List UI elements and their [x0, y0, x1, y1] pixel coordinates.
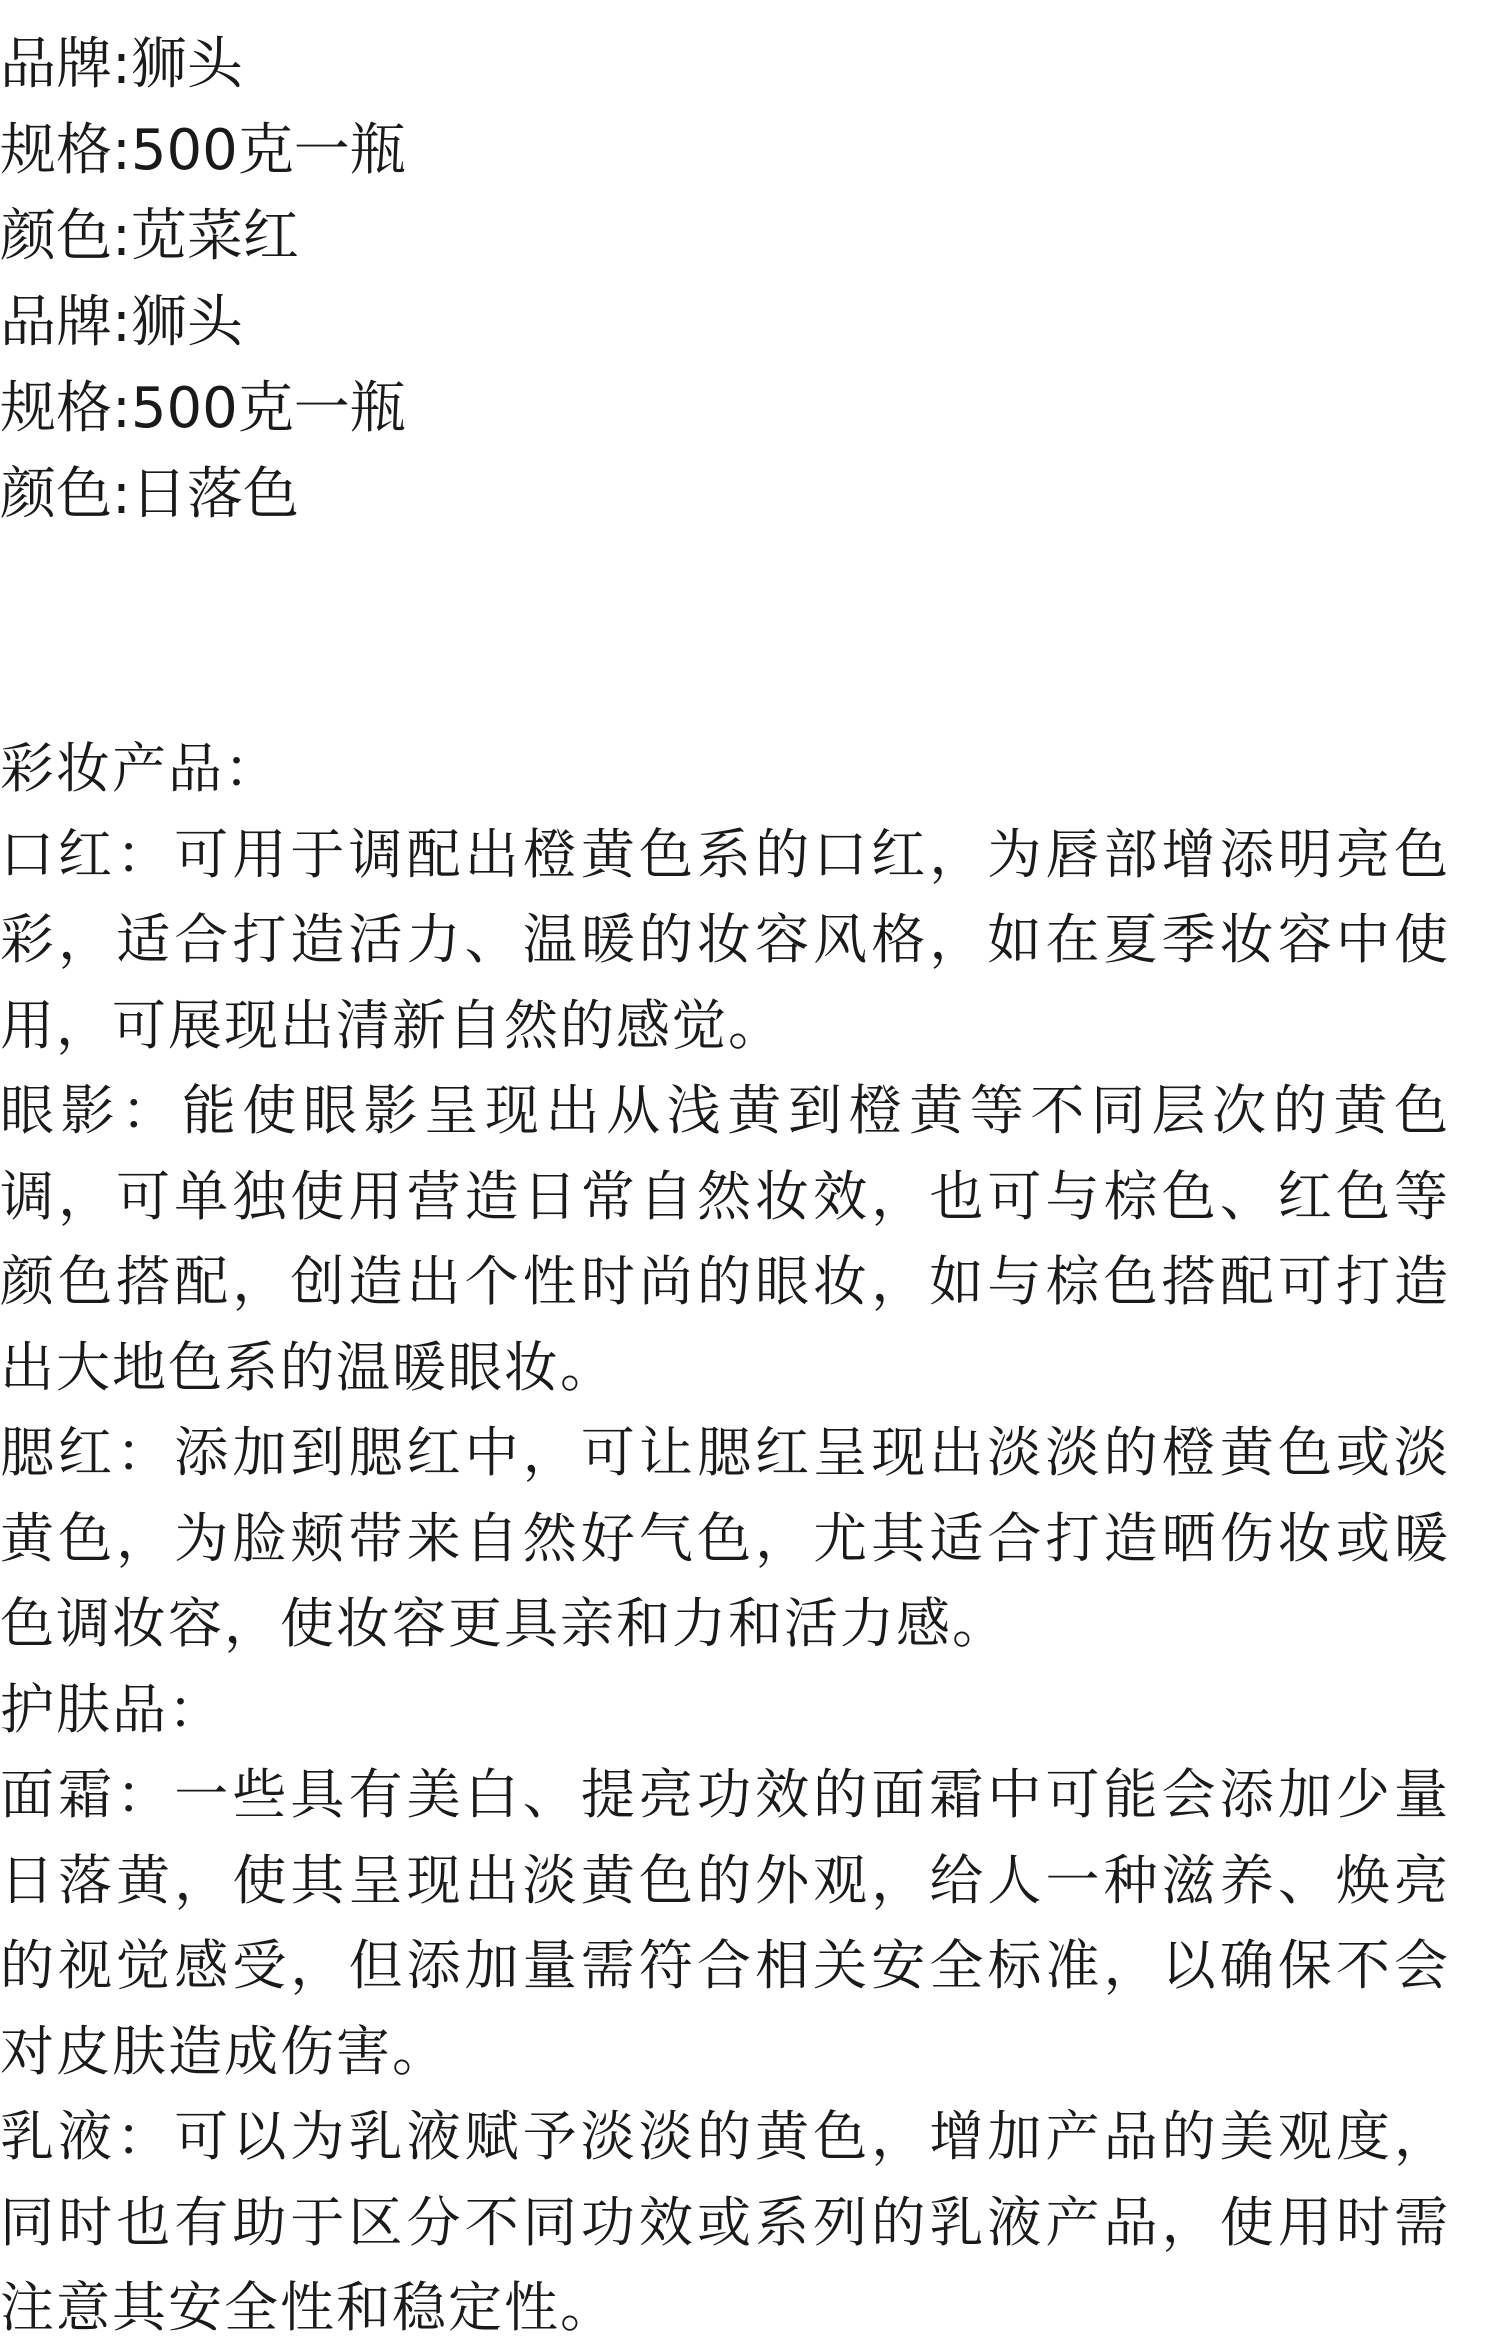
skincare-heading: 护肤品： [0, 1677, 224, 1741]
spec-value: 日落色 [130, 462, 299, 527]
spec-separator: : [112, 290, 131, 355]
spec-separator: : [112, 32, 131, 97]
spec-separator: : [112, 118, 131, 183]
spec-size-1 [0, 108, 1500, 194]
spec-value: 500克一瓶 [130, 376, 406, 441]
eyeshadow-paragraph: 眼影：能使眼影呈现出从浅黄到橙黄等不同层次的黄色调，可单独使用营造日常自然妆效，也可与棕色、红色等颜色搭配，创造出个性时尚的眼妆，如与棕色搭配可打造出大地色系的温暖眼妆。 [0, 1079, 1450, 1399]
spec-value: 苋菜红 [130, 204, 299, 269]
spec-separator: : [112, 204, 131, 269]
spec-label: 规格 [0, 118, 112, 183]
spec-label: 品牌 [0, 290, 112, 355]
spec-brand-1 [0, 22, 1500, 108]
spec-color-2 [0, 452, 1500, 538]
spec-label: 规格 [0, 376, 112, 441]
spec-value: 500克一瓶 [130, 118, 406, 183]
spec-brand-2 [0, 280, 1500, 366]
spec-color-1 [0, 194, 1500, 280]
spec-separator: : [112, 462, 131, 527]
spec-label: 品牌 [0, 32, 112, 97]
spec-size-2 [0, 366, 1500, 452]
usage-article [0, 726, 1450, 2351]
spec-label: 颜色 [0, 204, 112, 269]
product-spec-list [0, 22, 1500, 538]
lipstick-paragraph: 口红：可用于调配出橙黄色系的口红，为唇部增添明亮色彩，适合打造活力、温暖的妆容风格，如在夏季妆容中使用，可展现出清新自然的感觉。 [0, 822, 1450, 1057]
spec-value: 狮头 [130, 290, 243, 355]
spec-value: 狮头 [130, 32, 243, 97]
spec-label: 颜色 [0, 462, 112, 527]
lotion-paragraph: 乳液：可以为乳液赋予淡淡的黄色，增加产品的美观度，同时也有助于区分不同功效或系列的乳液产品，使用时需注意其安全性和稳定性。 [0, 2105, 1450, 2339]
makeup-heading: 彩妆产品： [0, 737, 280, 800]
cream-paragraph: 面霜：一些具有美白、提亮功效的面霜中可能会添加少量日落黄，使其呈现出淡黄色的外观，给人一种滋养、焕亮的视觉感受，但添加量需符合相关安全标准，以确保不会对皮肤造成伤害。 [0, 1763, 1450, 2083]
spec-separator: : [112, 376, 131, 441]
blush-paragraph: 腮红：添加到腮红中，可让腮红呈现出淡淡的橙黄色或淡黄色，为脸颊带来自然好气色，尤其适合打造晒伤妆或暖色调妆容，使妆容更具亲和力和活力感。 [0, 1421, 1450, 1655]
